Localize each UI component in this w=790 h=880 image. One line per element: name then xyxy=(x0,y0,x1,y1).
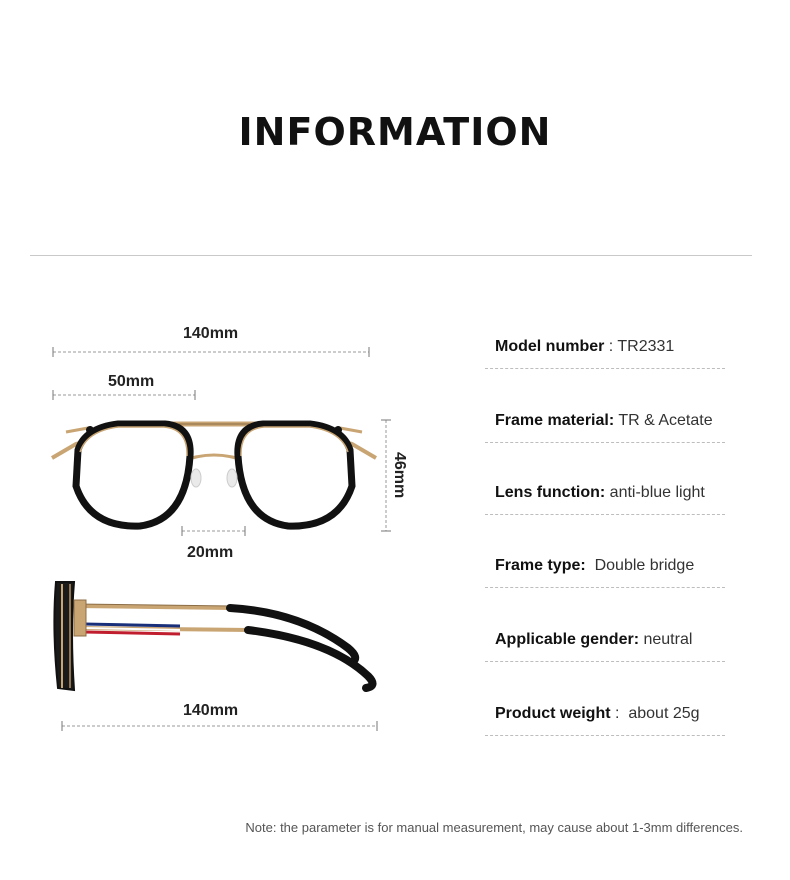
spec-key: Applicable gender: xyxy=(495,631,640,648)
spec-row-lens-function xyxy=(485,474,725,515)
spec-row-frame-material xyxy=(485,402,725,443)
spec-row-model-number: Model number : TR2331 xyxy=(485,328,725,369)
spec-key: Lens function: xyxy=(495,484,606,501)
spec-value: TR & Acetate xyxy=(618,412,713,429)
spec-key: Frame type: xyxy=(495,557,586,574)
front-view xyxy=(52,424,376,526)
spec-key: Product weight xyxy=(495,705,611,722)
lens-height-label: 46mm xyxy=(391,452,408,499)
spec-key: Model number xyxy=(495,338,605,355)
total-width-label: 140mm xyxy=(183,325,239,342)
spec-value: neutral xyxy=(643,631,693,648)
spec-row-applicable-gender xyxy=(485,621,725,662)
spec-row-product-weight: Product weight : about 25g xyxy=(485,695,725,736)
measurement-note: Note: the parameter is for manual measurement, may cause about 1-3mm differences. xyxy=(245,820,743,835)
lens-width-label: 50mm xyxy=(108,373,155,390)
spec-value: TR2331 xyxy=(617,338,675,355)
dimension-ticks xyxy=(53,347,391,731)
spec-value: Double bridge xyxy=(594,557,695,574)
spec-value: about 25g xyxy=(628,705,700,722)
spec-key: Frame material: xyxy=(495,412,615,429)
side-view xyxy=(54,582,372,690)
page-title: INFORMATION xyxy=(238,110,552,154)
dimension-lines xyxy=(53,352,386,726)
temple-length-label: 140mm xyxy=(183,702,239,719)
spec-row-frame-type xyxy=(485,547,725,588)
bridge-width-label: 20mm xyxy=(187,544,234,561)
spec-value: anti-blue light xyxy=(609,484,705,501)
